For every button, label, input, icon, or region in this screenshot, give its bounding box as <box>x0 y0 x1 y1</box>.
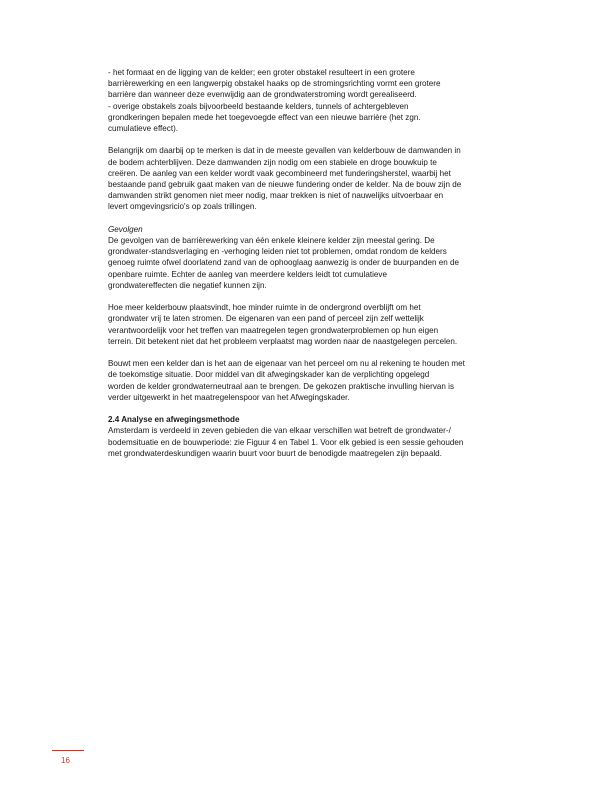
text-line: met grondwaterdeskundigen waarin buurt voor buurt de benodigde maatregelen zijn bepaald. <box>108 448 442 458</box>
text-line: genoeg ruimte ofwel doorlatend zand van de ophooglaag aanwezig is onder de buurpanden en de <box>108 258 459 268</box>
text-line: bodemsituatie en de bouwperiode: zie Figuur 4 en Tabel 1. Voor elk gebied is een sessie gehouden <box>108 437 464 447</box>
text-line: barrièrewerking en een langwerpig obstakel haaks op de stromingsrichting vormt een grotere <box>108 79 441 89</box>
paragraph-damwanden <box>108 145 508 212</box>
text-line: Amsterdam is verdeeld in zeven gebieden die van elkaar verschillen wat betreft de grondwater-/ <box>108 426 451 436</box>
text-line: de toekomstige situatie. Door middel van dit afwegingskader kan de verplichting opgelegd <box>108 370 430 380</box>
paragraph-kelderbouw <box>108 302 508 347</box>
text-line: Belangrijk om daarbij op te merken is dat in de meeste gevallen van kelderbouw de damwanden in <box>108 146 461 156</box>
text-line: bestaande pand gebruik gaat maken van de nieuwe fundering onder de kelder. Na de bouw zijn de <box>108 180 462 190</box>
document-body <box>108 67 508 470</box>
text-line: de bodem achterblijven. Deze damwanden zijn nodig om een stabiele en droge bouwkuip te <box>108 157 437 167</box>
text-line: grondwatereffecten die negatief kunnen zijn. <box>108 280 267 290</box>
text-line: - overige obstakels zoals bijvoorbeeld bestaande kelders, tunnels of achtergebleven <box>108 101 409 111</box>
text-line: levert omgevingsricio's op zoals trillingen. <box>108 202 257 212</box>
text-line: - het formaat en de ligging van de kelder; een groter obstakel resulteert in een grotere <box>108 68 415 77</box>
text-line: cumulatieve effect). <box>108 124 179 134</box>
text-line: grondkeringen bepalen mede het toegevoegde effect van een nieuwe barrière (het zgn. <box>108 112 421 122</box>
page-number: 16 <box>61 756 70 765</box>
text-line: Hoe meer kelderbouw plaatsvindt, hoe minder ruimte in de ondergrond overblijft om het <box>108 303 421 313</box>
section-heading: 2.4 Analyse en afwegingsmethode <box>108 415 240 425</box>
text-line: grondwater-standsverlaging en -verhoging leiden niet tot problemen, omdat rondom de kelders <box>108 247 447 257</box>
footer-divider <box>52 750 84 751</box>
text-line: terrein. Dit betekent niet dat het probleem verplaatst mag worden naar de naastgelegen percelen. <box>108 336 458 346</box>
paragraph-obstacle-factors <box>108 67 508 134</box>
text-line: Bouwt men een kelder dan is het aan de eigenaar van het perceel om nu al rekening te houden met <box>108 359 465 369</box>
subsection-title: Gevolgen <box>108 224 143 234</box>
text-line: grondwater vrij te laten stromen. De eigenaren van een pand of perceel zijn zelf wettelijk <box>108 314 424 324</box>
text-line: damwanden strikt genomen niet meer nodig, maar trekken is niet of nauwelijks uitvoerbaar en <box>108 191 444 201</box>
paragraph-eigenaar <box>108 358 508 403</box>
text-line: verantwoordelijk voor het treffen van maatregelen tegen grondwaterproblemen op hun eigen <box>108 325 439 335</box>
text-line: worden de kelder grondwaterneutraal aan te brengen. De gekozen praktische invulling hiervan is <box>108 381 454 391</box>
text-line: openbare ruimte. Echter de aanleg van meerdere kelders leidt tot cumulatieve <box>108 269 387 279</box>
text-line: De gevolgen van de barrièrewerking van één enkele kleinere kelder zijn meestal gering. De <box>108 236 435 246</box>
text-line: creëren. De aanleg van een kelder wordt vaak gecombineerd met funderingsherstel, waarbij het <box>108 168 451 178</box>
paragraph-gevolgen <box>108 224 508 291</box>
text-line: verder uitgewerkt in het maatregelenspoor van het Afwegingskader. <box>108 392 350 402</box>
section-2-4 <box>108 414 508 459</box>
text-line: barrière dan wanneer deze evenwijdig aan de grondwaterstroming wordt gerealiseerd. <box>108 90 417 100</box>
